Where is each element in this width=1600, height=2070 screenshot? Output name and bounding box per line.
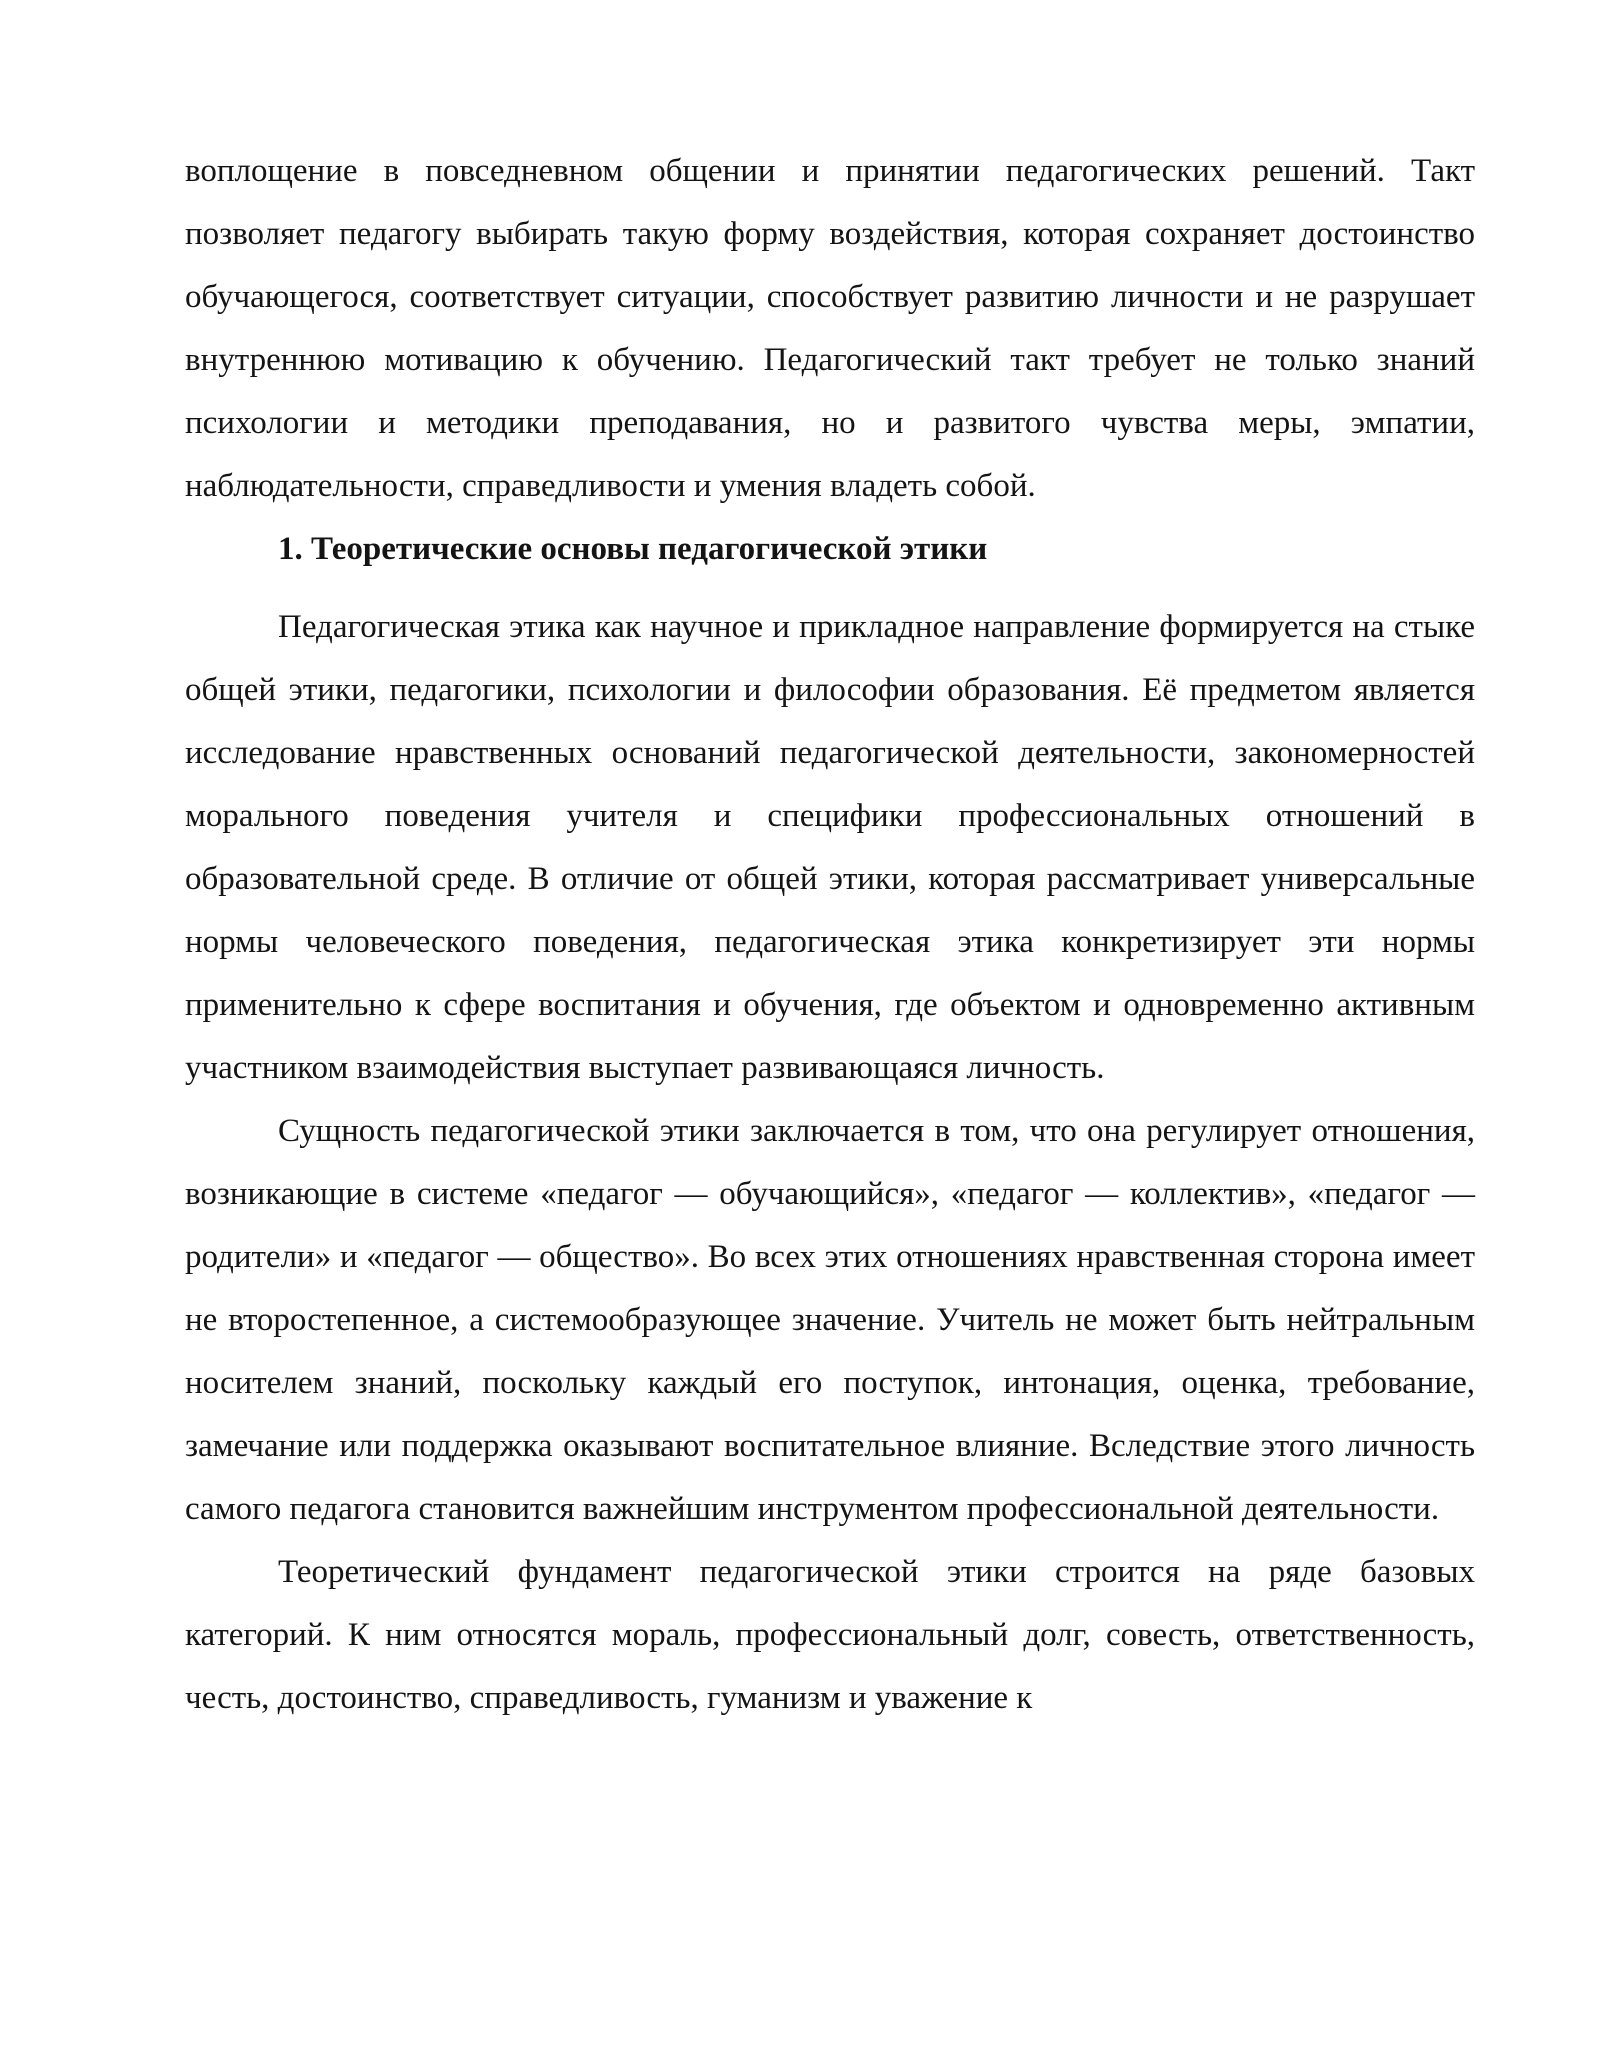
body-paragraph: Педагогическая этика как научное и прикладное направление формируется на стыке общей этики, педагогики, психологии и философии образования. Её предметом является исследование нравственных оснований педагогической деятельности, закономерностей морального поведения учителя и специфики профессиональных отношений в образовательной среде. В отличие от общей этики, которая рассматривает универсальные нормы человеческого поведения, педагогическая этика конкретизирует эти нормы применительно к сфере воспитания и обучения, где объектом и одновременно активным участником взаимодействия выступает развивающаяся личность. [185,609,1475,1086]
continuation-paragraph: воплощение в повседневном общении и принятии педагогических решений. Такт позволяет педагогу выбирать такую форму воздействия, которая сохраняет достоинство обучающегося, соответствует ситуации, способствует развитию личности и не разрушает внутреннюю мотивацию к обучению. Педагогический такт требует не только знаний психологии и методики преподавания, но и развитого чувства меры, эмпатии, наблюдательности, справедливости и умения владеть собой. [185,153,1475,504]
body-paragraph: Сущность педагогической этики заключается в том, что она регулирует отношения, возникающие в системе «педагог — обучающийся», «педагог — коллектив», «педагог — родители» и «педагог — общество». Во всех этих отношениях нравственная сторона имеет не второстепенное, а системообразующее значение. Учитель не может быть нейтральным носителем знаний, поскольку каждый его поступок, интонация, оценка, требование, замечание или поддержка оказывают воспитательное влияние. Вследствие этого личность самого педагога становится важнейшим инструментом профессиональной деятельности. [185,1113,1475,1527]
document-body [185,140,1475,1730]
body-paragraph: Теоретический фундамент педагогической этики строится на ряде базовых категорий. К ним относятся мораль, профессиональный долг, совесть, ответственность, честь, достоинство, справедливость, гуманизм и уважение к [185,1554,1475,1716]
section-heading: 1. Теоретические основы педагогической этики [278,531,988,567]
